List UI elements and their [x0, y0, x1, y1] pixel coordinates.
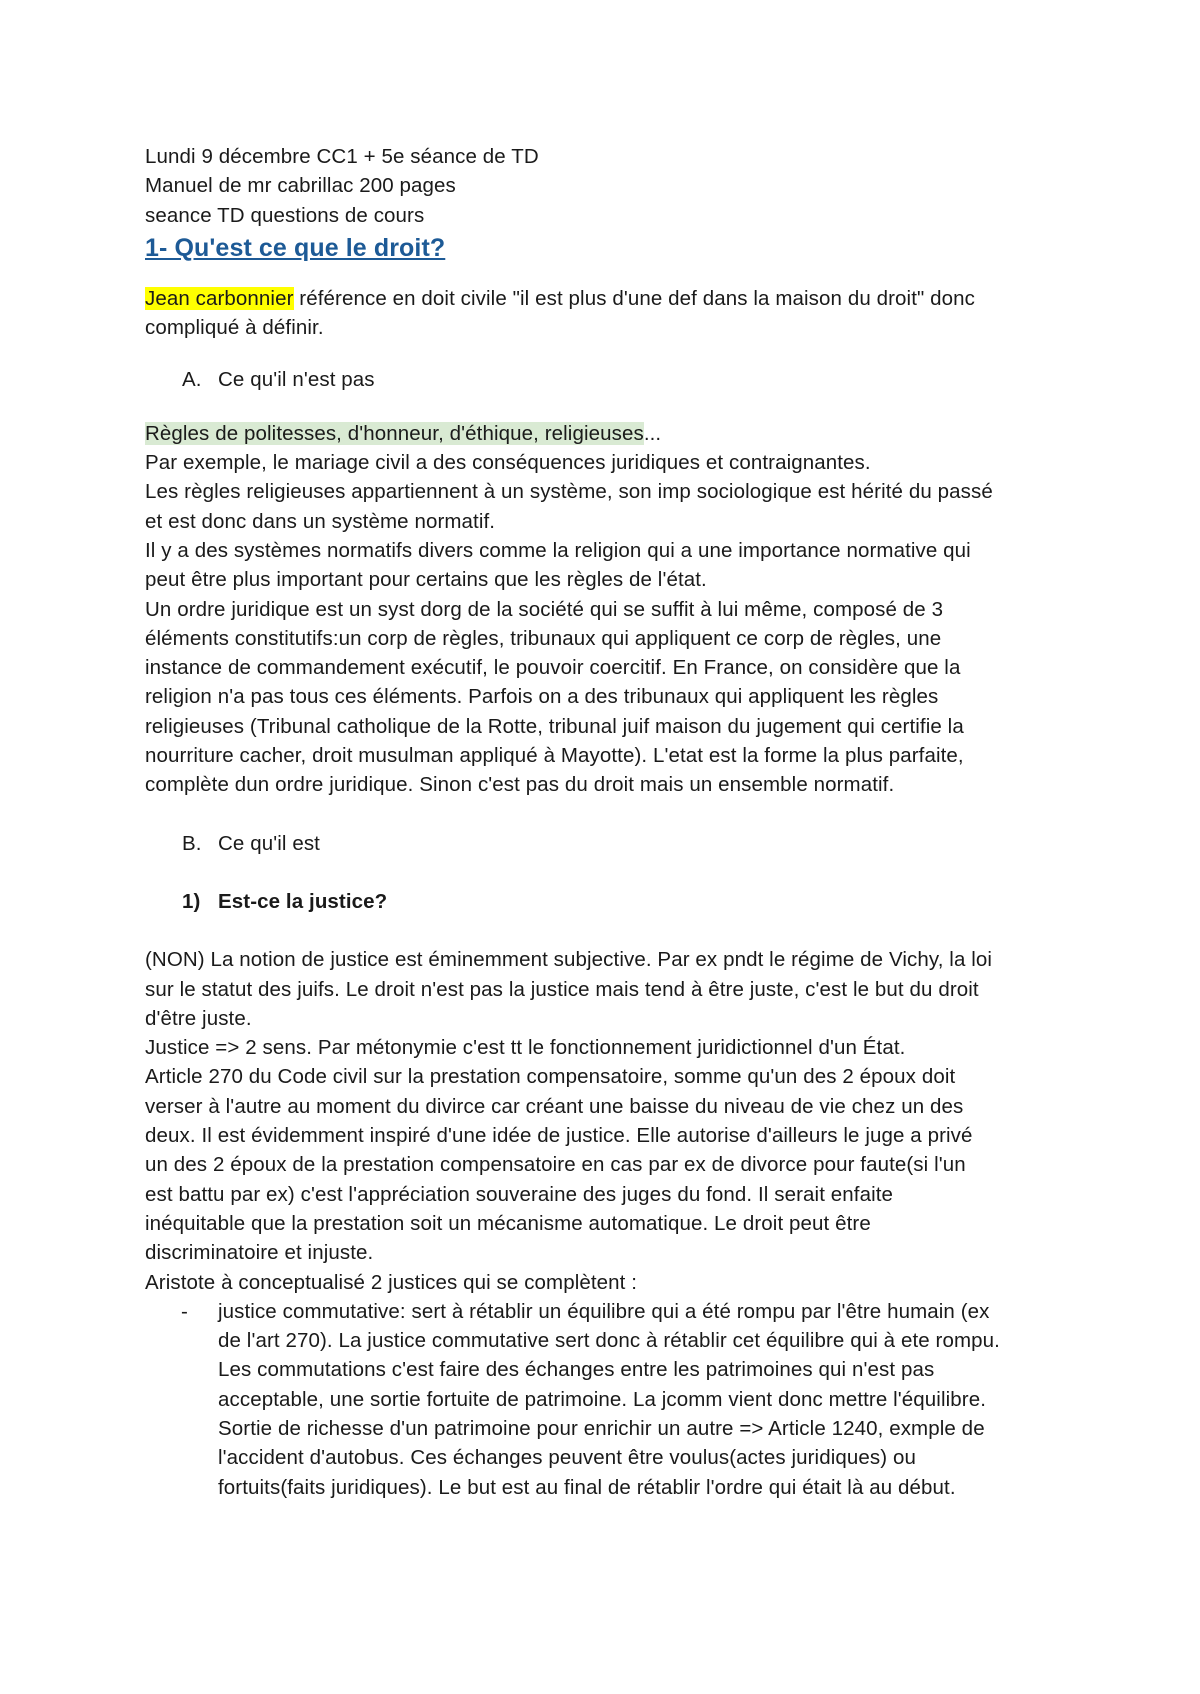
body-line: éléments constitutifs:un corp de règles, tribunaux qui appliquent ce corp de règles, une: [145, 626, 942, 650]
body-line: religion n'a pas tous ces éléments. Parfois on a des tribunaux qui appliquent les règles: [145, 685, 939, 709]
section-b-heading: [145, 829, 1065, 858]
highlighted-rules: Règles de politesses, d'honneur, d'éthique, religieuses: [145, 421, 644, 445]
subsection-1-heading: [145, 887, 1065, 916]
highlighted-name: Jean carbonnier: [145, 286, 294, 310]
body-line: religieuses (Tribunal catholique de la Rotte, tribunal juif maison du jugement qui certifie la: [145, 714, 964, 738]
body-line: est battu par ex) c'est l'appréciation souveraine des juges du fond. Il serait enfaite: [145, 1182, 894, 1206]
body-line: inéquitable que la prestation soit un mécanisme automatique. Le droit peut être: [145, 1211, 871, 1235]
body-line: un des 2 époux de la prestation compensatoire en cas par ex de divorce pour faute(si l'un: [145, 1153, 966, 1177]
body-line: instance de commandement exécutif, le pouvoir coercitif. En France, on considère que la: [145, 656, 961, 680]
header-line: Lundi 9 décembre CC1 + 5e séance de TD: [145, 145, 539, 168]
bullet-line: Les commutations c'est faire des échanges entre les patrimoines qui n'est pas: [218, 1358, 935, 1382]
section-b-marker: B.: [182, 831, 202, 855]
intro-paragraph: [145, 284, 1070, 343]
body-line: sur le statut des juifs. Le droit n'est pas la justice mais tend à être juste, c'est le but du droit: [145, 977, 979, 1001]
highlight-tail: ...: [643, 421, 662, 445]
bullet-line: acceptable, une sortie fortuite de patrimoine. La jcomm vient donc mettre l'équilibre.: [218, 1387, 986, 1411]
bullet-line: justice commutative: sert à rétablir un équilibre qui a été rompu par l'être humain (ex: [218, 1299, 990, 1323]
body-line: et est donc dans un système normatif.: [145, 509, 496, 533]
bullet-line: de l'art 270). La justice commutative sert donc à rétablir cet équilibre qui à ete rompu.: [218, 1329, 1000, 1353]
body-line: Les règles religieuses appartiennent à un système, son imp sociologique est hérité du passé: [145, 480, 993, 504]
body-line: deux. Il est évidemment inspiré d'une idée de justice. Elle autorise d'ailleurs le juge a privé: [145, 1124, 973, 1148]
intro-text: référence en doit civile "il est plus d'une def dans la maison du droit" donc: [293, 286, 976, 310]
subsection-1-body: [145, 945, 1070, 1297]
intro-text-line: compliqué à définir.: [145, 316, 324, 340]
section-a-heading: [145, 365, 1065, 394]
bullet-line: fortuits(faits juridiques). Le but est au final de rétablir l'ordre qui était là au début.: [218, 1475, 956, 1499]
header-line: seance TD questions de cours: [145, 203, 425, 227]
body-line: verser à l'autre au moment du divirce car créant une baisse du niveau de vie chez un des: [145, 1094, 964, 1118]
subsection-1-marker: 1): [182, 889, 201, 913]
document-page: [145, 142, 1065, 1502]
subsection-1-label: Est-ce la justice?: [218, 889, 388, 913]
section-b-label: Ce qu'il est: [218, 831, 320, 855]
section-a-label: Ce qu'il n'est pas: [218, 368, 375, 392]
body-line: Il y a des systèmes normatifs divers comme la religion qui a une importance normative qui: [145, 538, 971, 562]
body-line: (NON) La notion de justice est éminemment subjective. Par ex pndt le régime de Vichy, la loi: [145, 948, 993, 972]
section-title: 1- Qu'est ce que le droit?: [145, 233, 446, 262]
body-line: discriminatoire et injuste.: [145, 1241, 374, 1265]
header-block: [145, 142, 1065, 230]
body-line: d'être juste.: [145, 1006, 252, 1030]
body-line: nourriture cacher, droit musulman appliqué à Mayotte). L'etat est la forme la plus parfaite,: [145, 744, 964, 768]
bullet-list-item: [145, 1297, 1070, 1502]
body-line: Par exemple, le mariage civil a des conséquences juridiques et contraignantes.: [145, 451, 871, 475]
section-a-marker: A.: [182, 368, 202, 392]
body-line: Un ordre juridique est un syst dorg de la société qui se suffit à lui même, composé de 3: [145, 597, 944, 621]
body-line: Justice => 2 sens. Par métonymie c'est tt le fonctionnement juridictionnel d'un État.: [145, 1036, 906, 1060]
body-line: complète dun ordre juridique. Sinon c'est pas du droit mais un ensemble normatif.: [145, 773, 895, 797]
body-line: peut être plus important pour certains que les règles de l'état.: [145, 568, 707, 592]
bullet-line: Sortie de richesse d'un patrimoine pour enrichir un autre => Article 1240, exmple de: [218, 1416, 985, 1440]
body-line: Article 270 du Code civil sur la prestation compensatoire, somme qu'un des 2 époux doit: [145, 1065, 956, 1089]
body-line: Aristote à conceptualisé 2 justices qui se complètent :: [145, 1270, 638, 1294]
header-line: Manuel de mr cabrillac 200 pages: [145, 174, 456, 198]
bullet-dash: -: [181, 1299, 188, 1323]
section-a-body: [145, 419, 1070, 800]
bullet-line: l'accident d'autobus. Ces échanges peuvent être voulus(actes juridiques) ou: [218, 1446, 916, 1470]
